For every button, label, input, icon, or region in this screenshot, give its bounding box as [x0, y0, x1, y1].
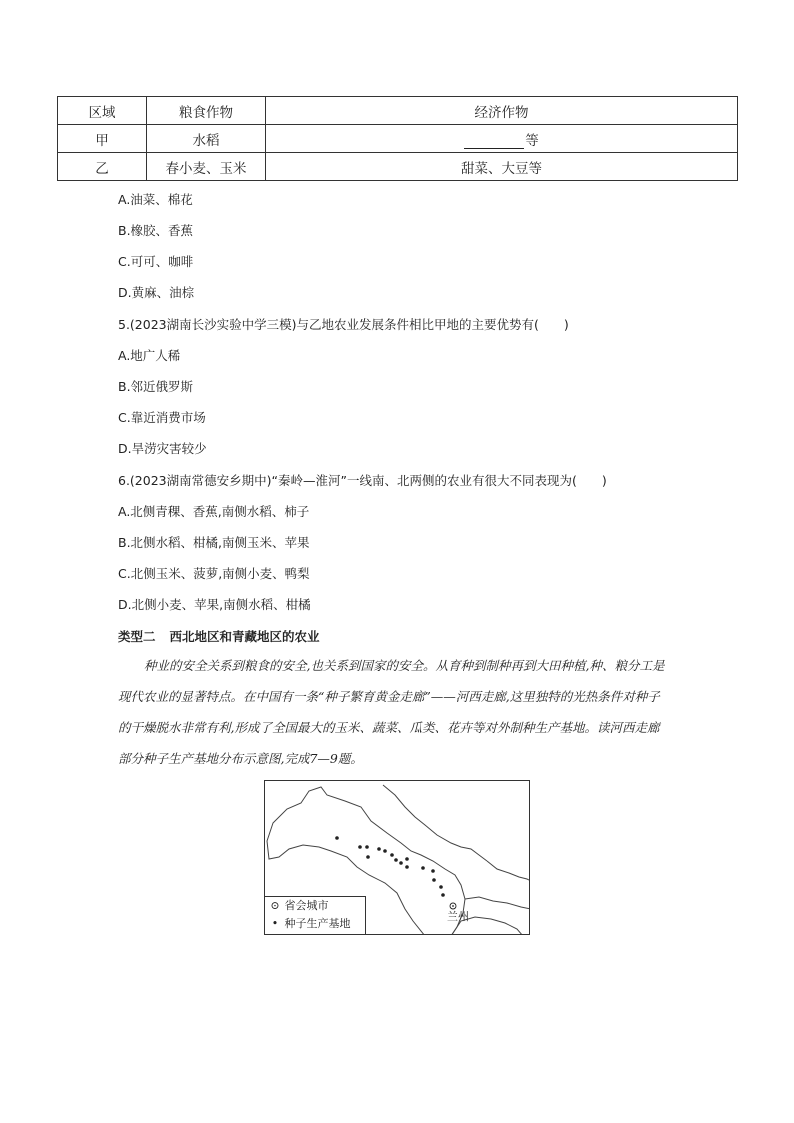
seed-base-point	[394, 858, 398, 862]
map-legend	[265, 896, 366, 934]
passage	[118, 656, 678, 780]
seed-base-point	[405, 865, 409, 869]
passage-line: 的干燥脱水非常有利,形成了全国最大的玉米、蔬菜、瓜类、花卉等对外制种生产基地。读河西走廊	[118, 720, 660, 735]
section-title: 西北地区和青藏地区的农业	[169, 629, 320, 644]
q6-option-d: D.北侧小麦、苹果,南侧水稻、柑橘	[118, 597, 311, 612]
cell-grain: 水稻	[147, 125, 266, 153]
cell-cash	[266, 125, 738, 153]
q6-stem: 6.(2023湖南常德安乡期中)“秦岭—淮河”一线南、北两侧的农业有很大不同表现为( )	[118, 473, 607, 488]
seed-base-point	[358, 845, 362, 849]
neighbor-boundary-east	[487, 861, 530, 881]
passage-line: 种业的安全关系到粮食的安全,也关系到国家的安全。从育种到制种再到大田种植,种、粮分工是	[144, 658, 665, 673]
cell-grain: 春小麦、玉米	[147, 153, 266, 181]
seed-base-point	[383, 849, 387, 853]
q4-option-d: D.黄麻、油棕	[118, 285, 195, 300]
seed-base-point	[390, 853, 394, 857]
seed-base-point	[366, 855, 370, 859]
seed-base-point	[365, 845, 369, 849]
table-row	[58, 153, 738, 181]
neighbor-boundary-southeast	[465, 897, 530, 909]
q5-option-a: A.地广人稀	[118, 348, 181, 363]
q4-option-a: A.油菜、棉花	[118, 192, 193, 207]
seed-base-point	[335, 836, 339, 840]
seed-base-point	[431, 869, 435, 873]
q6-option-a: A.北侧青稞、香蕉,南侧水稻、柿子	[118, 504, 310, 519]
seed-base-point	[399, 861, 403, 865]
cell-cash-suffix: 等	[525, 132, 539, 149]
legend-item-capital	[265, 897, 365, 915]
q5-option-c: C.靠近消费市场	[118, 410, 206, 425]
q4-option-b: B.橡胶、香蕉	[118, 223, 194, 238]
seed-base-icon: •	[271, 917, 279, 930]
seed-base-point	[421, 866, 425, 870]
seed-base-point	[439, 885, 443, 889]
cell-region: 乙	[58, 153, 147, 181]
seed-base-point	[377, 847, 381, 851]
cell-cash: 甜菜、大豆等	[266, 153, 738, 181]
hexi-corridor-map	[264, 780, 530, 935]
legend-label: 种子生产基地	[284, 917, 351, 930]
table-header-row	[58, 97, 738, 125]
header-cash: 经济作物	[266, 97, 738, 125]
crop-table	[57, 96, 738, 181]
passage-line: 部分种子生产基地分布示意图,完成7—9题。	[118, 751, 363, 766]
header-region: 区域	[58, 97, 147, 125]
neighbor-boundary-north	[383, 785, 487, 861]
section-type: 类型二	[118, 629, 156, 644]
q6-option-c: C.北侧玉米、菠萝,南侧小麦、鸭梨	[118, 566, 310, 581]
seed-base-point	[432, 878, 436, 882]
table-row	[58, 125, 738, 153]
header-grain: 粮食作物	[147, 97, 266, 125]
q5-stem: 5.(2023湖南长沙实验中学三模)与乙地农业发展条件相比甲地的主要优势有( )	[118, 317, 569, 332]
q6-option-b: B.北侧水稻、柑橘,南侧玉米、苹果	[118, 535, 310, 550]
seed-base-point	[441, 893, 445, 897]
section-heading	[118, 627, 320, 645]
cell-region: 甲	[58, 125, 147, 153]
q4-option-c: C.可可、咖啡	[118, 254, 194, 269]
passage-line: 现代农业的显著特点。在中国有一条“种子繁育黄金走廊”——河西走廊,这里独特的光热条件对种子	[118, 689, 660, 704]
legend-label: 省会城市	[284, 899, 329, 912]
q5-option-d: D.旱涝灾害较少	[118, 441, 207, 456]
seed-base-point	[405, 857, 409, 861]
fill-blank	[464, 135, 524, 149]
legend-item-seed-base	[265, 915, 365, 933]
city-label-lanzhou: 兰州	[447, 910, 469, 923]
q5-option-b: B.邻近俄罗斯	[118, 379, 194, 394]
capital-city-icon: ⊙	[270, 899, 280, 912]
